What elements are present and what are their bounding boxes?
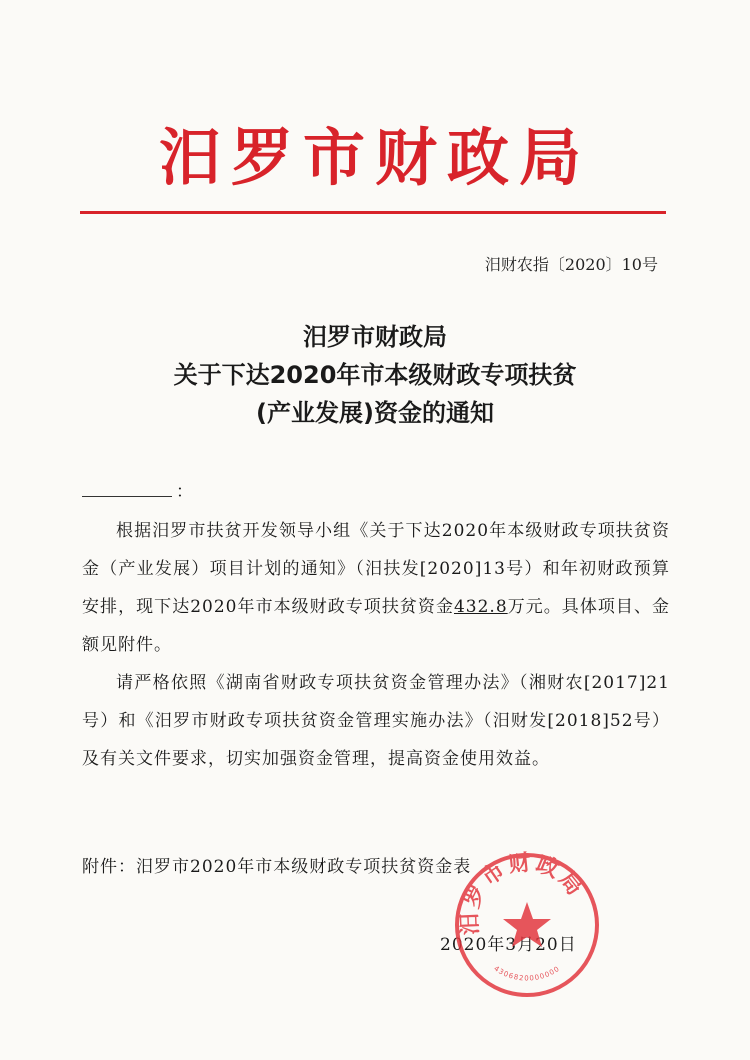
attachment-note: 附件：汨罗市2020年市本级财政专项扶贫资金表 (82, 857, 472, 877)
salutation-colon: ： (176, 482, 193, 502)
title-line-2: 关于下达2020年市本级财政专项扶贫 (173, 361, 577, 389)
red-divider-rule (80, 211, 666, 214)
body-text (82, 512, 670, 778)
title-line-1: 汨罗市财政局 (303, 323, 447, 351)
paragraph-1-tail: 万元。具体项目、金额见附件。 (82, 597, 670, 655)
seal-text: 汨罗市财政局 (457, 850, 589, 936)
official-seal-icon (452, 850, 602, 1000)
title-line-3: (产业发展)资金的通知 (256, 399, 494, 427)
fund-amount: 432.8 (453, 597, 508, 617)
issue-date: 2020年3月20日 (440, 935, 577, 955)
seal-code: 4306820000000 (492, 964, 562, 983)
seal-star-icon (503, 902, 551, 947)
paragraph-1 (82, 512, 670, 664)
document-title (0, 318, 750, 432)
masthead-issuer: 汨罗市财政局 (158, 121, 591, 194)
document-number: 汨财农指〔2020〕10号 (484, 255, 658, 274)
paragraph-2: 请严格依照《湖南省财政专项扶贫资金管理办法》（湘财农[2017]21号）和《汨罗市财政专项扶贫资金管理实施办法》（汨财发[2018]52号）及有关文件要求，切实加强资金管理，提高资金使用效益。 (82, 673, 670, 769)
salutation (82, 480, 193, 504)
paragraph-1-text: 根据汨罗市扶贫开发领导小组《关于下达2020年本级财政专项扶贫资金（产业发展）项目计划的通知》（汨扶发[2020]13号）和年初财政预算安排，现下达2020年市本级财政专项扶贫资金 (82, 521, 670, 617)
recipient-blank-line (82, 482, 172, 497)
